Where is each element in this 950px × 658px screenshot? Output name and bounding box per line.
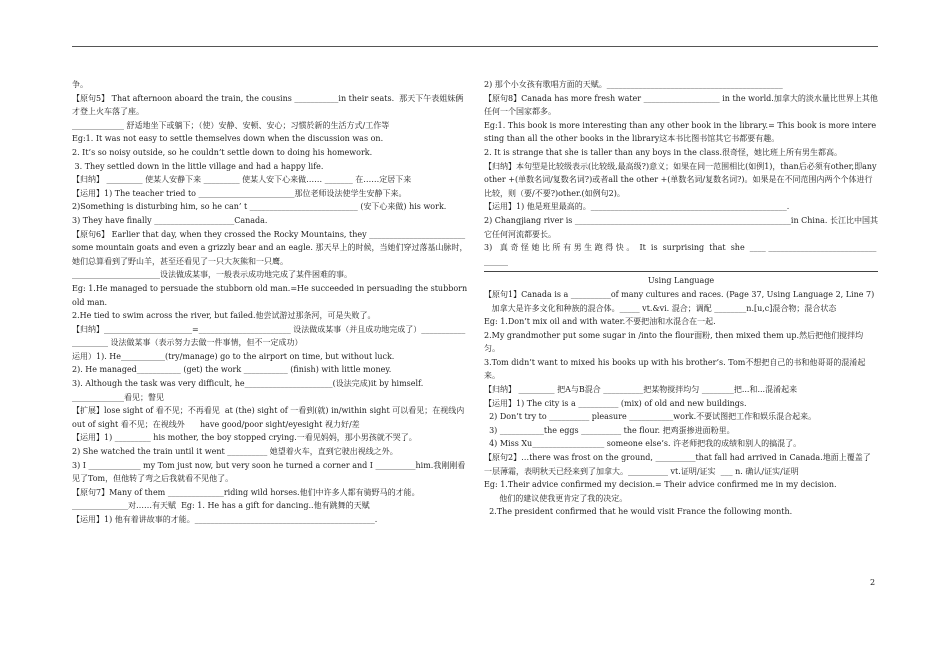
text-line: 3) I _____________ my Tom just now, but very soon he turned a corner and I __________him.我刚刚看见了Tom，但他转了弯之后我就看不见他了。 [72, 460, 466, 484]
text-line: 加拿大是许多文化和种族的混合体。_____ vt.&vi. 混合；调配 ________n.[u,c]混合物；混合状态 [484, 303, 837, 313]
text-line: 【归纳】 _________ 把A与B混合 __________把某物搅拌均匀 ________把...和...混淆起来 [484, 385, 798, 395]
text-line: 【运用】1) _________ his mother, the boy stopped crying.一看见妈妈，那小男孩就不哭了。 [72, 433, 417, 443]
page-number: 2 [870, 578, 876, 587]
text-line: 【归纳】 _________ 使某人安静下来 _________ 使某人安下心来做…… _______ 在……定居下来 [72, 175, 412, 185]
text-line: 他们的建议使我更肯定了我的决定。 [484, 493, 628, 503]
text-line: 2) Changjiang river is ______________________________________________________in China. 长江比中国其它任何河流都要长。 [484, 215, 878, 239]
section-title: Using Language [647, 276, 715, 286]
text-line: 4) Miss Xu__________________ someone else’s. 许老师把我的成绩和别人的搞混了。 [484, 439, 802, 449]
text-line: 2. It’s so noisy outside, so he couldn’t settle down to doing his homework. [72, 147, 373, 157]
left-column [72, 78, 475, 527]
section-divider [484, 271, 878, 272]
header-rule [72, 46, 878, 47]
text-line: 2.He tied to swim across the river, but failed.他尝试游过那条河，可是失败了。 [72, 311, 376, 321]
text-line: Eg:1. This book is more interesting than any other book in the library.= This book is more interesting than all the other books in the library这本书比图书馆其它书都要有趣。 [484, 120, 877, 144]
text-line: 【归纳】本句型是比较级表示(比较级,最高级?)意义；如果在同一范围相比(如例1)，than后必须有other,即any other +(单数名词/复数名词?)或者all the other +(单数名词/复数名词?)。如果是在不同范围内两个个体进行比较，则（要/不要?)other.(如例句2)。 [484, 161, 880, 198]
text-line: 3) 真 奇 怪 她 比 所 有 男 生 跑 得 快 。 It is surprising that she ____ _________________________________ [484, 243, 877, 266]
text-line: 【原句6】 Earlier that day, when they crossed the Rocky Mountains, they ________________________some mountain goats and even a grizzly bear and an eagle. 那天早上的时候，当她们穿过落基山脉时，她们总算看到了野山羊，甚至还看见了一只大灰熊和一只鹰。 [72, 229, 468, 266]
text-line: 2) She watched the train until it went __________ 她望着火车，直到它驶出视线之外。 [72, 447, 398, 457]
text-line: 【运用】1) The city is a __________ (mix) of old and new buildings. [484, 398, 747, 408]
text-line: 2. It is strange that she is taller than any boys in the class.很奇怪，她比班上所有男生都高。 [484, 147, 842, 157]
text-line: 【原句1】Canada is a __________of many cultures and races. (Page 37, Using Language 2, Line 7) [484, 289, 875, 299]
text-line: Eg: 1.Their advice confirmed my decision.= Their advice confirmed me in my decision. [484, 480, 837, 490]
text-line: 【运用】1) The teacher tried to ________________________那位老师设法使学生安静下来。 [72, 188, 407, 198]
text-line: 2.My grandmother put some sugar in /into the flour面粉, then mixed them up.然后把他们搅拌均匀。 [484, 330, 864, 354]
text-line: 2)Something is disturbing him, so he can’ t ___________________________ (安下心来做) his work. [72, 202, 447, 212]
text-line: 2). He managed___________ (get) the work ___________ (finish) with little money. [72, 365, 392, 375]
text-line: ______________对……有天赋 Eg: 1. He has a gift for dancing..他有跳舞的天赋 [72, 501, 370, 511]
text-line: 2.The president confirmed that he would visit France the following month. [484, 507, 793, 517]
text-line: 3) ___________the eggs __________ the flour. 把鸡蛋掺进面粉里。 [484, 425, 735, 435]
text-line: 3) They have finally ____________________Canada. [72, 215, 268, 225]
text-line: 3. They settled down in the little village and had a happy life. [72, 161, 324, 171]
text-line: 【原句2】…there was frost on the ground, __________that fall had arrived in Canada.地面上覆盖了一层薄霜，表明秋天已经来到了加拿大。__________ vt.证明/证实 ___ n. 确认/证实/证明 [484, 453, 871, 476]
text-line: ______________________设法做成某事，一般表示成功地完成了某件困难的事。 [72, 270, 352, 280]
text-line: 【原句5】 That afternoon aboard the train, the cousins ___________in their seats. 那天下午表姐妹俩才登上火车落了座。 [72, 93, 464, 117]
text-line: 3.Tom didn’t want to mixed his books up with his brother’s. Tom不想把自己的书和他哥哥的混淆起来。 [484, 357, 866, 381]
text-line: Eg: 1.Don’t mix oil and with water.不要把油和水混合在一起. [484, 317, 716, 327]
text-line: 【原句7】Many of them ______________riding wild horses.他们中许多人都有骑野马的才能。 [72, 487, 420, 497]
text-line: Eg: 1.He managed to persuade the stubborn old man.=He succeeded in persuading the stubborn old man. [72, 283, 470, 307]
text-line: 运用）1). He___________(try/manage) go to the airport on time, but without luck. [72, 351, 395, 361]
text-line: 【扩展】lose sight of 看不见；不再看见 at (the) sight of 一看到(就) in/within sight 可以看见；在视线内 out of sight 看不见；在视线外 have good/poor sight/eyesight 视力好/差 [72, 406, 475, 429]
text-line: 2) Don’t try to __________ pleasure ___________work.不要试图把工作和娱乐混合起来。 [484, 412, 817, 422]
text-line: 争。 [72, 80, 88, 89]
text-line: _____________看见；瞥见 [72, 392, 164, 402]
text-line: _____________ 舒适地坐下或躺下；（使）安静、安顿、安心；习惯於新的生活方式/工作等 [72, 120, 390, 130]
text-line: 3). Although the task was very difficult, he______________________(设法完成)it by himself. [72, 379, 424, 389]
text-line: 2) 那个小女孩有歌唱方面的天赋。____________________________________________ [484, 80, 783, 89]
text-line: 【运用】1) 他是班里最高的。_________________________________________________. [484, 202, 790, 212]
text-line: 【归纳】______________________=_______________________ 设法做成某事（并且成功地完成了）____________________ 设法做某事（表示努力去做一件事情，但不一定成功） [72, 324, 466, 348]
text-line: Eg:1. It was not easy to settle themselves down when the discussion was on. [72, 134, 384, 144]
text-line: 【原句8】Canada has more fresh water ___________________ in the world.加拿大的淡水量比世界上其他任何一个国家都多。 [484, 93, 878, 117]
right-column [484, 78, 878, 519]
text-line: 【运用】1) 他有着讲故事的才能。_____________________________________________. [72, 515, 378, 524]
